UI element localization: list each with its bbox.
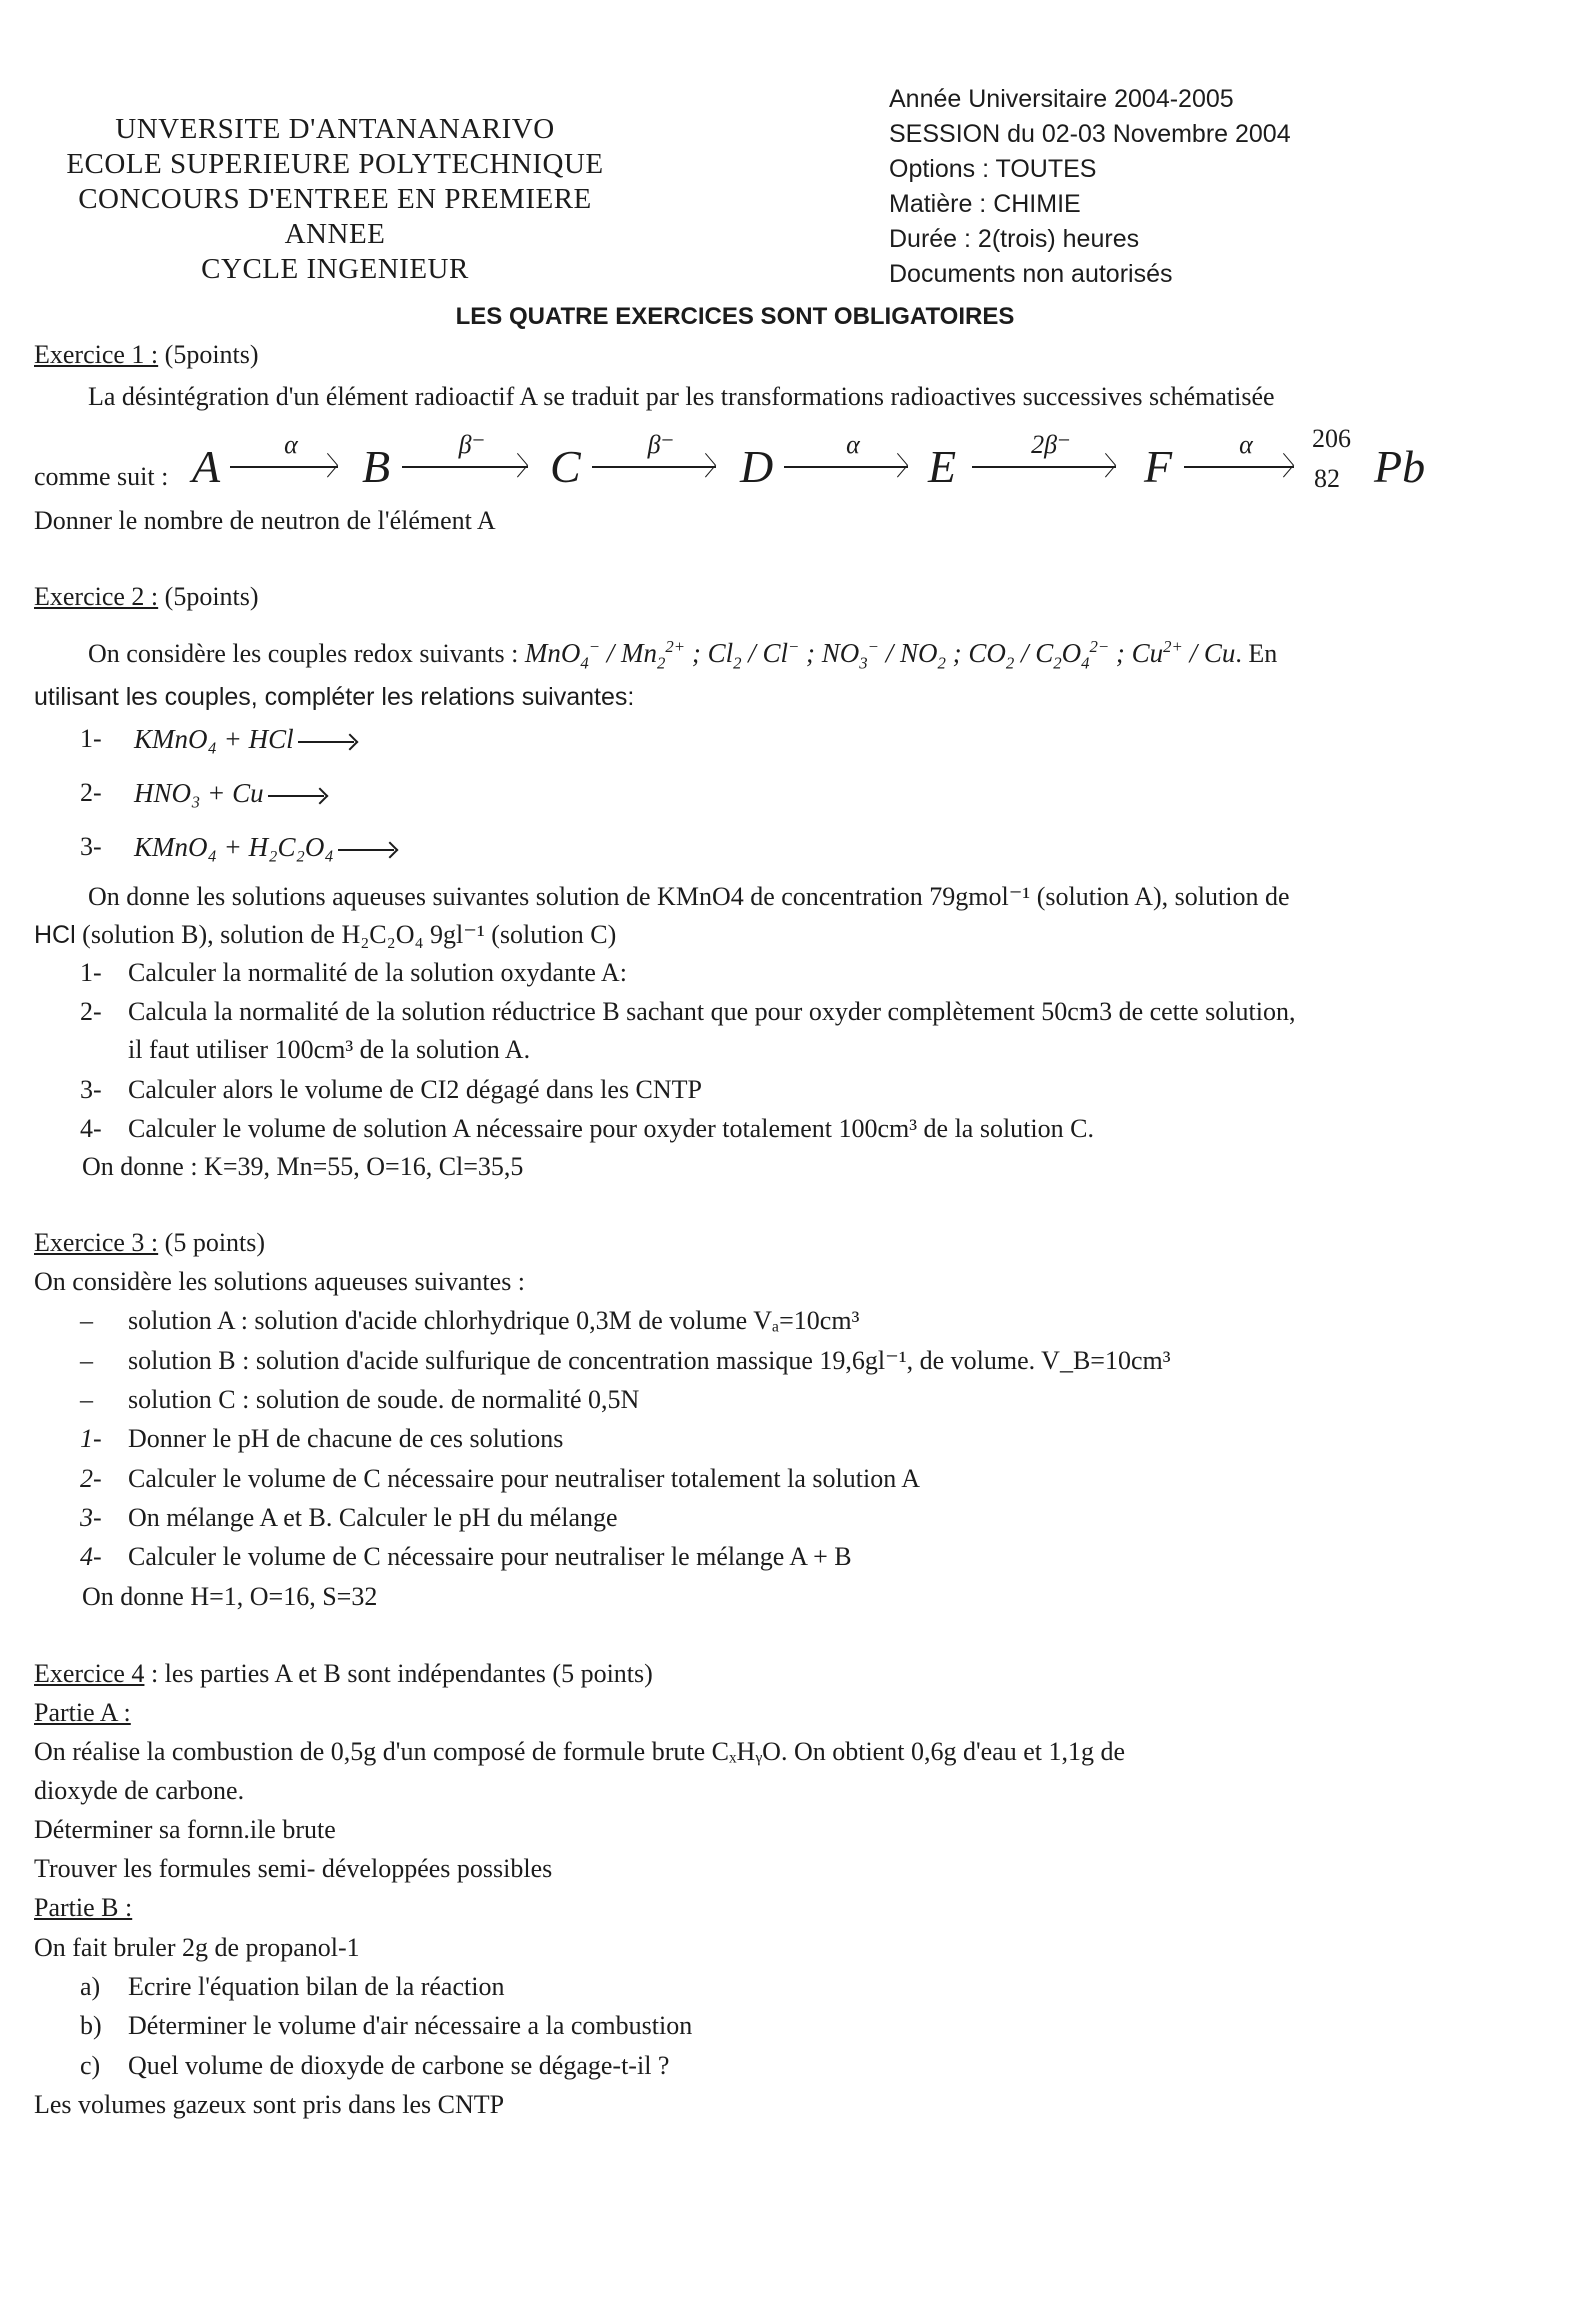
item-text: Quel volume de dioxyde de carbone se dégage-t-il ? — [128, 2051, 670, 2080]
reaction-arrow — [268, 795, 324, 797]
exercise-1-question: Donner le nombre de neutron de l'élément A — [34, 506, 496, 535]
reaction-text: HNO₃ + Cu — [134, 778, 264, 808]
chain-arrow-label: 2β⁻ — [1031, 430, 1071, 459]
question-number: 1- — [80, 958, 102, 987]
question-number: 4- — [80, 1114, 102, 1143]
info-line: Année Universitaire 2004-2005 — [889, 85, 1234, 113]
part-a-line: Trouver les formules semi- développées possibles — [34, 1854, 553, 1883]
chain-arrow: α 〉 — [1184, 432, 1308, 492]
reaction-text: KMnO₄ + H₂C₂O₄ — [134, 832, 334, 862]
solution-item: solution C : solution de soude. de normalité 0,5N — [128, 1385, 640, 1414]
question-number: 3- — [80, 1075, 102, 1104]
institution-line: UNVERSITE D'ANTANANARIVO — [115, 113, 555, 145]
item-letter: a) — [80, 1972, 101, 2001]
question-number: 2- — [80, 997, 102, 1026]
exercise-1-title: Exercice 1 : — [34, 340, 159, 369]
chain-arrow: 2β⁻ 〉 — [972, 432, 1130, 492]
closing-note: Les volumes gazeux sont pris dans les CNTP — [34, 2090, 505, 2119]
exercise-4-subtitle: : les parties A et B sont indépendantes (5 points) — [144, 1659, 653, 1688]
reaction-arrow — [298, 741, 354, 743]
institution-line: CYCLE INGENIEUR — [201, 253, 469, 285]
info-line: Documents non autorisés — [889, 260, 1173, 288]
chain-arrow: α 〉 — [230, 432, 352, 492]
question-text: Calculer le volume de C nécessaire pour neutraliser le mélange A + B — [128, 1542, 852, 1571]
final-mass-number: 206 — [1312, 424, 1351, 453]
solution-item: solution A : solution d'acide chlorhydrique 0,3M de volume Vₐ=10cm³ — [128, 1306, 860, 1335]
info-line: Matière : CHIMIE — [889, 190, 1081, 218]
info-line: Durée : 2(trois) heures — [889, 225, 1140, 253]
exercise-3-heading — [34, 1226, 265, 1260]
exercise-2-points: (5points) — [158, 582, 259, 611]
exam-info-block — [889, 82, 1449, 292]
couples-suffix: . En — [1235, 639, 1278, 668]
chain-element: D — [740, 441, 774, 492]
item-text: Déterminer le volume d'air nécessaire a la combustion — [128, 2011, 693, 2040]
solution-item: solution B : solution d'acide sulfurique de concentration massique 19,6gl⁻¹, de volume. V_B=10cm³ — [128, 1346, 1171, 1375]
solutions-line-2-rest: (solution B), solution de H₂C₂O₄ 9gl⁻¹ (solution C) — [75, 920, 617, 949]
info-line: SESSION du 02-03 Novembre 2004 — [889, 120, 1291, 148]
question-number: 3- — [80, 1503, 102, 1532]
reaction-3 — [134, 830, 394, 865]
part-a-title: Partie A : — [34, 1698, 131, 1727]
chain-arrow-label: α — [284, 430, 298, 459]
reaction-number: 2- — [80, 778, 102, 807]
couples-prefix: On considère les couples redox suivants : — [88, 639, 519, 668]
chain-arrow-label: α — [846, 430, 860, 459]
question-text: Calculer le volume de solution A nécessaire pour oxyder totalement 100cm³ de la solution C. — [128, 1114, 1094, 1143]
chain-arrow: β⁻ 〉 — [592, 432, 730, 492]
question-number: 4- — [80, 1542, 102, 1571]
exercise-2-title: Exercice 2 : — [34, 582, 159, 611]
exercise-2-instruction: utilisant les couples, compléter les relations suivantes: — [34, 683, 635, 711]
institution-line: CONCOURS D'ENTREE EN PREMIERE ANNEE — [78, 183, 592, 250]
item-text: Ecrire l'équation bilan de la réaction — [128, 1972, 505, 2001]
chain-element: B — [362, 441, 391, 492]
question-number: 2- — [80, 1464, 102, 1493]
exercise-4-heading — [34, 1657, 653, 1691]
reaction-number: 1- — [80, 724, 102, 753]
question-number: 1- — [80, 1424, 102, 1453]
exercise-3-title: Exercice 3 : — [34, 1228, 159, 1257]
redox-couples: $MnO_4^- / Mn_2^{2+}$ ; $Cl_2 / Cl^-$ ; $NO_3^- / NO_2$ ; $CO_2 / C_2O_4^{2-}$ ; $Cu^{2+}$ / Cu — [524, 637, 1236, 673]
chain-element: C — [550, 441, 581, 492]
exercise-1-heading — [34, 338, 259, 372]
chain-arrow: β⁻ 〉 — [402, 432, 542, 492]
institution-block — [30, 112, 640, 287]
chain-arrow-label: β⁻ — [458, 430, 486, 459]
part-b-intro: On fait bruler 2g de propanol-1 — [34, 1933, 360, 1962]
part-a-line: Déterminer sa fornn.ile brute — [34, 1815, 336, 1844]
reaction-text: KMnO₄ + HCl — [134, 724, 294, 754]
exercise-2-heading — [34, 580, 259, 614]
info-line: Options : TOUTES — [889, 155, 1097, 183]
question-text: Donner le pH de chacune de ces solutions — [128, 1424, 564, 1453]
part-a-line: On réalise la combustion de 0,5g d'un composé de formule brute CₓHᵧO. On obtient 0,6g d'eau et 1,1g de — [34, 1737, 1126, 1766]
exercise-1-points: (5points) — [158, 340, 259, 369]
reaction-number: 3- — [80, 832, 102, 861]
institution-line: ECOLE SUPERIEURE POLYTECHNIQUE — [66, 148, 604, 180]
bullet-dash: – — [80, 1306, 93, 1335]
chain-arrow-label: β⁻ — [647, 430, 675, 459]
solutions-line-1: On donne les solutions aqueuses suivantes solution de KMnO4 de concentration 79gmol⁻¹ (solution A), solution de — [88, 882, 1290, 911]
question-text: Calcula la normalité de la solution réductrice B sachant que pour oxyder complètement 50cm3 de cette solution, — [128, 997, 1296, 1026]
exercise-4-title: Exercice 4 — [34, 1659, 145, 1688]
chain-arrow: α 〉 — [784, 432, 922, 492]
exercise-3-points: (5 points) — [158, 1228, 266, 1257]
bullet-dash: – — [80, 1346, 93, 1375]
part-b-title: Partie B : — [34, 1893, 133, 1922]
final-atomic-number: 82 — [1314, 464, 1340, 493]
final-element-symbol: Pb — [1374, 441, 1426, 492]
item-letter: c) — [80, 2051, 101, 2080]
exercise-1-lead: comme suit : — [34, 462, 169, 491]
exercise-1-intro: La désintégration d'un élément radioactif A se traduit par les transformations radioactives successives schématisée — [88, 382, 1275, 411]
exercise-2-given: On donne : K=39, Mn=55, O=16, Cl=35,5 — [82, 1152, 524, 1181]
chain-element: E — [928, 441, 957, 492]
reaction-arrow — [338, 849, 394, 851]
solutions-line-2 — [34, 918, 616, 952]
chain-element: F — [1144, 441, 1173, 492]
exercise-3-intro: On considère les solutions aqueuses suivantes : — [34, 1267, 526, 1296]
chain-element: A — [192, 441, 221, 492]
item-letter: b) — [80, 2011, 102, 2040]
question-text: il faut utiliser 100cm³ de la solution A. — [128, 1035, 531, 1064]
exercise-3-given: On donne H=1, O=16, S=32 — [82, 1582, 378, 1611]
reaction-1 — [134, 722, 354, 757]
hcl-label: HCl — [34, 921, 76, 949]
banner: LES QUATRE EXERCICES SONT OBLIGATOIRES — [455, 303, 1015, 330]
question-text: On mélange A et B. Calculer le pH du mélange — [128, 1503, 618, 1532]
question-text: Calculer le volume de C nécessaire pour neutraliser totalement la solution A — [128, 1464, 921, 1493]
question-text: Calculer la normalité de la solution oxydante A: — [128, 958, 627, 987]
question-text: Calculer alors le volume de CI2 dégagé dans les CNTP — [128, 1075, 703, 1104]
chain-arrow-label: α — [1239, 430, 1253, 459]
part-a-line: dioxyde de carbone. — [34, 1776, 245, 1805]
bullet-dash: – — [80, 1385, 93, 1414]
redox-couples-line — [88, 630, 1277, 680]
reaction-2 — [134, 776, 324, 811]
